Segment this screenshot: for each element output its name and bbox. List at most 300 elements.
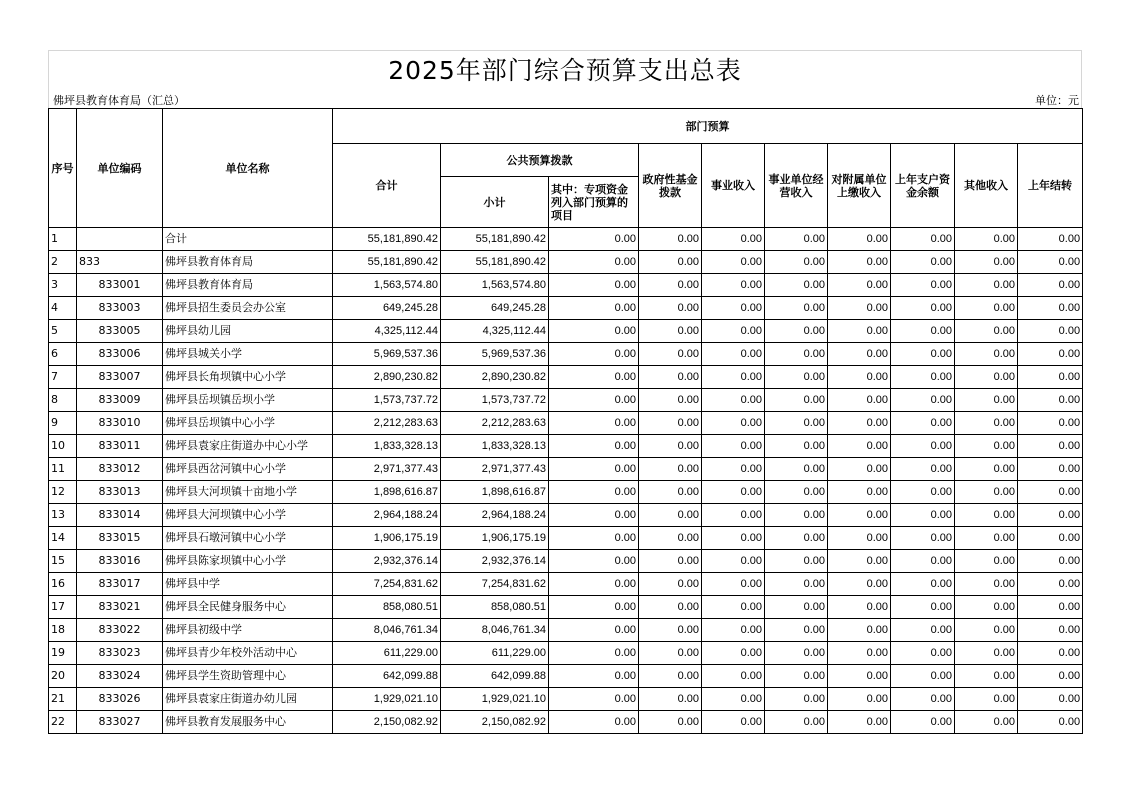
cell-name: 佛坪县大河坝镇中心小学: [163, 504, 333, 527]
cell-sub-unit: 0.00: [828, 665, 891, 688]
cell-subtotal: 1,906,175.19: [441, 527, 549, 550]
cell-prev-carry: 0.00: [1018, 343, 1083, 366]
cell-gov-fund: 0.00: [639, 596, 702, 619]
cell-seq: 2: [49, 251, 77, 274]
cell-gov-fund: 0.00: [639, 573, 702, 596]
table-row: [49, 274, 1083, 297]
cell-sub-unit: 0.00: [828, 573, 891, 596]
cell-code: 833014: [77, 504, 163, 527]
cell-other-income: 0.00: [955, 366, 1018, 389]
cell-sub-unit: 0.00: [828, 527, 891, 550]
cell-sub-unit: 0.00: [828, 389, 891, 412]
cell-sub-unit: 0.00: [828, 642, 891, 665]
cell-prev-carry: 0.00: [1018, 297, 1083, 320]
cell-name: 佛坪县石墩河镇中心小学: [163, 527, 333, 550]
header-seq: 序号: [49, 109, 77, 228]
sheet-title: 2025年部门综合预算支出总表: [48, 50, 1082, 91]
budget-table: [48, 108, 1083, 734]
table-row: [49, 251, 1083, 274]
cell-gov-fund: 0.00: [639, 297, 702, 320]
header-total: 合计: [333, 144, 441, 228]
table-row: [49, 366, 1083, 389]
cell-biz-income: 0.00: [702, 642, 765, 665]
table-body: [49, 228, 1083, 734]
cell-other-income: 0.00: [955, 596, 1018, 619]
cell-seq: 18: [49, 619, 77, 642]
cell-prev-balance: 0.00: [891, 458, 955, 481]
cell-special: 0.00: [549, 343, 639, 366]
cell-total: 858,080.51: [333, 596, 441, 619]
cell-special: 0.00: [549, 297, 639, 320]
cell-prev-balance: 0.00: [891, 366, 955, 389]
cell-subtotal: 858,080.51: [441, 596, 549, 619]
cell-code: 833006: [77, 343, 163, 366]
cell-prev-carry: 0.00: [1018, 228, 1083, 251]
cell-gov-fund: 0.00: [639, 642, 702, 665]
header-biz-oper: 事业单位经营收入: [765, 144, 828, 228]
header-biz-income: 事业收入: [702, 144, 765, 228]
cell-special: 0.00: [549, 504, 639, 527]
cell-sub-unit: 0.00: [828, 435, 891, 458]
table-row: [49, 320, 1083, 343]
cell-biz-income: 0.00: [702, 366, 765, 389]
cell-special: 0.00: [549, 573, 639, 596]
cell-biz-oper: 0.00: [765, 527, 828, 550]
cell-subtotal: 1,563,574.80: [441, 274, 549, 297]
cell-total: 2,964,188.24: [333, 504, 441, 527]
cell-gov-fund: 0.00: [639, 458, 702, 481]
cell-other-income: 0.00: [955, 274, 1018, 297]
cell-total: 611,229.00: [333, 642, 441, 665]
cell-special: 0.00: [549, 665, 639, 688]
cell-gov-fund: 0.00: [639, 251, 702, 274]
header-subtotal: 小计: [441, 177, 549, 228]
table-row: [49, 228, 1083, 251]
cell-gov-fund: 0.00: [639, 665, 702, 688]
table-row: [49, 527, 1083, 550]
cell-special: 0.00: [549, 688, 639, 711]
cell-seq: 5: [49, 320, 77, 343]
cell-prev-carry: 0.00: [1018, 688, 1083, 711]
cell-total: 8,046,761.34: [333, 619, 441, 642]
cell-sub-unit: 0.00: [828, 550, 891, 573]
cell-prev-balance: 0.00: [891, 596, 955, 619]
cell-gov-fund: 0.00: [639, 320, 702, 343]
header-dept-budget: 部门预算: [333, 109, 1083, 144]
cell-special: 0.00: [549, 458, 639, 481]
cell-biz-income: 0.00: [702, 550, 765, 573]
cell-seq: 22: [49, 711, 77, 734]
cell-total: 2,150,082.92: [333, 711, 441, 734]
cell-special: 0.00: [549, 642, 639, 665]
cell-name: 佛坪县袁家庄街道办幼儿园: [163, 688, 333, 711]
cell-total: 55,181,890.42: [333, 251, 441, 274]
cell-other-income: 0.00: [955, 343, 1018, 366]
header-name: 单位名称: [163, 109, 333, 228]
header-sub-unit: 对附属单位上缴收入: [828, 144, 891, 228]
cell-subtotal: 2,150,082.92: [441, 711, 549, 734]
cell-prev-balance: 0.00: [891, 274, 955, 297]
cell-special: 0.00: [549, 274, 639, 297]
cell-biz-income: 0.00: [702, 274, 765, 297]
cell-other-income: 0.00: [955, 412, 1018, 435]
cell-biz-income: 0.00: [702, 504, 765, 527]
cell-code: 833001: [77, 274, 163, 297]
table-row: [49, 550, 1083, 573]
cell-seq: 19: [49, 642, 77, 665]
cell-name: 佛坪县全民健身服务中心: [163, 596, 333, 619]
cell-name: 佛坪县招生委员会办公室: [163, 297, 333, 320]
cell-name: 佛坪县教育发展服务中心: [163, 711, 333, 734]
cell-prev-carry: 0.00: [1018, 550, 1083, 573]
header-prev-carry: 上年结转: [1018, 144, 1083, 228]
cell-biz-oper: 0.00: [765, 274, 828, 297]
cell-prev-balance: 0.00: [891, 389, 955, 412]
cell-biz-oper: 0.00: [765, 435, 828, 458]
cell-total: 55,181,890.42: [333, 228, 441, 251]
cell-special: 0.00: [549, 550, 639, 573]
sheet-meta: [48, 91, 1082, 108]
cell-total: 2,932,376.14: [333, 550, 441, 573]
cell-name: 佛坪县陈家坝镇中心小学: [163, 550, 333, 573]
cell-biz-oper: 0.00: [765, 320, 828, 343]
cell-seq: 17: [49, 596, 77, 619]
table-header: [49, 109, 1083, 228]
cell-code: 833013: [77, 481, 163, 504]
cell-prev-carry: 0.00: [1018, 458, 1083, 481]
header-public-budget: 公共预算拨款: [441, 144, 639, 177]
cell-name: 合计: [163, 228, 333, 251]
cell-gov-fund: 0.00: [639, 504, 702, 527]
cell-other-income: 0.00: [955, 228, 1018, 251]
cell-name: 佛坪县西岔河镇中心小学: [163, 458, 333, 481]
cell-total: 5,969,537.36: [333, 343, 441, 366]
table-row: [49, 711, 1083, 734]
cell-total: 2,971,377.43: [333, 458, 441, 481]
cell-prev-carry: 0.00: [1018, 619, 1083, 642]
cell-biz-income: 0.00: [702, 228, 765, 251]
cell-code: 833: [77, 251, 163, 274]
cell-total: 2,212,283.63: [333, 412, 441, 435]
cell-biz-income: 0.00: [702, 527, 765, 550]
cell-subtotal: 7,254,831.62: [441, 573, 549, 596]
cell-subtotal: 5,969,537.36: [441, 343, 549, 366]
header-code: 单位编码: [77, 109, 163, 228]
cell-biz-oper: 0.00: [765, 596, 828, 619]
cell-sub-unit: 0.00: [828, 596, 891, 619]
cell-other-income: 0.00: [955, 435, 1018, 458]
cell-total: 649,245.28: [333, 297, 441, 320]
cell-sub-unit: 0.00: [828, 412, 891, 435]
cell-prev-balance: 0.00: [891, 688, 955, 711]
cell-prev-balance: 0.00: [891, 665, 955, 688]
cell-biz-income: 0.00: [702, 435, 765, 458]
cell-code: 833021: [77, 596, 163, 619]
cell-prev-carry: 0.00: [1018, 389, 1083, 412]
cell-biz-oper: 0.00: [765, 573, 828, 596]
cell-gov-fund: 0.00: [639, 688, 702, 711]
cell-other-income: 0.00: [955, 320, 1018, 343]
cell-prev-balance: 0.00: [891, 550, 955, 573]
cell-prev-balance: 0.00: [891, 481, 955, 504]
cell-code: 833027: [77, 711, 163, 734]
cell-code: 833011: [77, 435, 163, 458]
cell-seq: 15: [49, 550, 77, 573]
cell-biz-income: 0.00: [702, 389, 765, 412]
cell-sub-unit: 0.00: [828, 228, 891, 251]
cell-prev-carry: 0.00: [1018, 481, 1083, 504]
cell-biz-oper: 0.00: [765, 688, 828, 711]
cell-subtotal: 1,833,328.13: [441, 435, 549, 458]
table-row: [49, 412, 1083, 435]
cell-biz-oper: 0.00: [765, 619, 828, 642]
cell-seq: 6: [49, 343, 77, 366]
header-prev-balance: 上年支户资金余额: [891, 144, 955, 228]
cell-sub-unit: 0.00: [828, 320, 891, 343]
table-row: [49, 435, 1083, 458]
cell-name: 佛坪县幼儿园: [163, 320, 333, 343]
cell-prev-balance: 0.00: [891, 573, 955, 596]
cell-prev-balance: 0.00: [891, 504, 955, 527]
cell-biz-oper: 0.00: [765, 642, 828, 665]
cell-biz-oper: 0.00: [765, 504, 828, 527]
cell-biz-income: 0.00: [702, 458, 765, 481]
cell-sub-unit: 0.00: [828, 688, 891, 711]
cell-other-income: 0.00: [955, 665, 1018, 688]
cell-sub-unit: 0.00: [828, 251, 891, 274]
cell-code: 833012: [77, 458, 163, 481]
cell-prev-carry: 0.00: [1018, 412, 1083, 435]
cell-total: 1,563,574.80: [333, 274, 441, 297]
cell-gov-fund: 0.00: [639, 711, 702, 734]
cell-biz-income: 0.00: [702, 481, 765, 504]
cell-special: 0.00: [549, 366, 639, 389]
cell-biz-oper: 0.00: [765, 481, 828, 504]
cell-prev-balance: 0.00: [891, 619, 955, 642]
cell-gov-fund: 0.00: [639, 619, 702, 642]
cell-total: 1,833,328.13: [333, 435, 441, 458]
cell-biz-income: 0.00: [702, 619, 765, 642]
table-row: [49, 665, 1083, 688]
cell-seq: 12: [49, 481, 77, 504]
cell-sub-unit: 0.00: [828, 619, 891, 642]
cell-seq: 3: [49, 274, 77, 297]
cell-prev-carry: 0.00: [1018, 665, 1083, 688]
cell-biz-income: 0.00: [702, 688, 765, 711]
cell-subtotal: 2,890,230.82: [441, 366, 549, 389]
cell-biz-oper: 0.00: [765, 366, 828, 389]
cell-seq: 11: [49, 458, 77, 481]
cell-gov-fund: 0.00: [639, 527, 702, 550]
cell-biz-oper: 0.00: [765, 412, 828, 435]
cell-code: 833015: [77, 527, 163, 550]
unit-org: 佛坪县教育体育局（汇总）: [53, 93, 185, 107]
cell-other-income: 0.00: [955, 389, 1018, 412]
cell-gov-fund: 0.00: [639, 481, 702, 504]
cell-special: 0.00: [549, 619, 639, 642]
cell-biz-income: 0.00: [702, 665, 765, 688]
cell-other-income: 0.00: [955, 527, 1018, 550]
table-row: [49, 642, 1083, 665]
cell-biz-income: 0.00: [702, 343, 765, 366]
unit-label: 单位：元: [1035, 93, 1079, 107]
table-row: [49, 573, 1083, 596]
header-other-income: 其他收入: [955, 144, 1018, 228]
cell-seq: 10: [49, 435, 77, 458]
cell-other-income: 0.00: [955, 711, 1018, 734]
cell-special: 0.00: [549, 435, 639, 458]
cell-subtotal: 1,573,737.72: [441, 389, 549, 412]
cell-name: 佛坪县教育体育局: [163, 251, 333, 274]
cell-sub-unit: 0.00: [828, 504, 891, 527]
cell-prev-balance: 0.00: [891, 412, 955, 435]
cell-gov-fund: 0.00: [639, 274, 702, 297]
cell-biz-oper: 0.00: [765, 711, 828, 734]
cell-prev-carry: 0.00: [1018, 596, 1083, 619]
cell-biz-income: 0.00: [702, 251, 765, 274]
cell-code: 833023: [77, 642, 163, 665]
cell-name: 佛坪县城关小学: [163, 343, 333, 366]
cell-biz-oper: 0.00: [765, 665, 828, 688]
cell-name: 佛坪县教育体育局: [163, 274, 333, 297]
cell-prev-carry: 0.00: [1018, 366, 1083, 389]
cell-biz-income: 0.00: [702, 711, 765, 734]
cell-biz-oper: 0.00: [765, 251, 828, 274]
cell-other-income: 0.00: [955, 642, 1018, 665]
cell-code: 833024: [77, 665, 163, 688]
cell-prev-balance: 0.00: [891, 642, 955, 665]
cell-sub-unit: 0.00: [828, 297, 891, 320]
cell-seq: 20: [49, 665, 77, 688]
cell-biz-oper: 0.00: [765, 343, 828, 366]
cell-gov-fund: 0.00: [639, 412, 702, 435]
table-row: [49, 458, 1083, 481]
cell-biz-income: 0.00: [702, 573, 765, 596]
cell-other-income: 0.00: [955, 297, 1018, 320]
cell-seq: 21: [49, 688, 77, 711]
cell-sub-unit: 0.00: [828, 711, 891, 734]
table-row: [49, 688, 1083, 711]
cell-subtotal: 2,964,188.24: [441, 504, 549, 527]
cell-seq: 9: [49, 412, 77, 435]
cell-biz-oper: 0.00: [765, 228, 828, 251]
cell-total: 642,099.88: [333, 665, 441, 688]
table-row: [49, 481, 1083, 504]
cell-biz-oper: 0.00: [765, 550, 828, 573]
table-row: [49, 619, 1083, 642]
cell-seq: 16: [49, 573, 77, 596]
cell-special: 0.00: [549, 251, 639, 274]
cell-gov-fund: 0.00: [639, 228, 702, 251]
cell-subtotal: 8,046,761.34: [441, 619, 549, 642]
cell-seq: 8: [49, 389, 77, 412]
cell-name: 佛坪县初级中学: [163, 619, 333, 642]
cell-total: 1,929,021.10: [333, 688, 441, 711]
cell-subtotal: 642,099.88: [441, 665, 549, 688]
cell-gov-fund: 0.00: [639, 550, 702, 573]
cell-total: 1,898,616.87: [333, 481, 441, 504]
cell-subtotal: 649,245.28: [441, 297, 549, 320]
cell-sub-unit: 0.00: [828, 274, 891, 297]
cell-biz-income: 0.00: [702, 297, 765, 320]
cell-biz-income: 0.00: [702, 596, 765, 619]
cell-special: 0.00: [549, 527, 639, 550]
cell-prev-carry: 0.00: [1018, 251, 1083, 274]
cell-seq: 7: [49, 366, 77, 389]
cell-total: 1,573,737.72: [333, 389, 441, 412]
cell-code: 833009: [77, 389, 163, 412]
cell-code: 833003: [77, 297, 163, 320]
cell-special: 0.00: [549, 320, 639, 343]
cell-code: 833017: [77, 573, 163, 596]
cell-prev-balance: 0.00: [891, 527, 955, 550]
cell-subtotal: 2,212,283.63: [441, 412, 549, 435]
cell-code: 833010: [77, 412, 163, 435]
table-row: [49, 297, 1083, 320]
cell-prev-balance: 0.00: [891, 343, 955, 366]
cell-special: 0.00: [549, 412, 639, 435]
table-row: [49, 389, 1083, 412]
cell-subtotal: 2,971,377.43: [441, 458, 549, 481]
cell-subtotal: 1,929,021.10: [441, 688, 549, 711]
cell-subtotal: 4,325,112.44: [441, 320, 549, 343]
cell-seq: 1: [49, 228, 77, 251]
cell-name: 佛坪县岳坝镇岳坝小学: [163, 389, 333, 412]
cell-special: 0.00: [549, 596, 639, 619]
cell-prev-carry: 0.00: [1018, 435, 1083, 458]
cell-prev-balance: 0.00: [891, 320, 955, 343]
cell-subtotal: 2,932,376.14: [441, 550, 549, 573]
cell-gov-fund: 0.00: [639, 389, 702, 412]
cell-total: 7,254,831.62: [333, 573, 441, 596]
cell-other-income: 0.00: [955, 550, 1018, 573]
cell-name: 佛坪县学生资助管理中心: [163, 665, 333, 688]
budget-sheet: [48, 50, 1082, 734]
cell-name: 佛坪县中学: [163, 573, 333, 596]
table-row: [49, 596, 1083, 619]
cell-biz-oper: 0.00: [765, 297, 828, 320]
cell-special: 0.00: [549, 389, 639, 412]
cell-prev-balance: 0.00: [891, 228, 955, 251]
cell-name: 佛坪县大河坝镇十亩地小学: [163, 481, 333, 504]
cell-special: 0.00: [549, 228, 639, 251]
cell-name: 佛坪县长角坝镇中心小学: [163, 366, 333, 389]
cell-biz-oper: 0.00: [765, 389, 828, 412]
cell-code: [77, 228, 163, 251]
cell-other-income: 0.00: [955, 504, 1018, 527]
cell-biz-income: 0.00: [702, 412, 765, 435]
cell-other-income: 0.00: [955, 458, 1018, 481]
cell-code: 833022: [77, 619, 163, 642]
cell-other-income: 0.00: [955, 688, 1018, 711]
cell-prev-carry: 0.00: [1018, 274, 1083, 297]
cell-name: 佛坪县岳坝镇中心小学: [163, 412, 333, 435]
cell-other-income: 0.00: [955, 619, 1018, 642]
cell-seq: 13: [49, 504, 77, 527]
cell-gov-fund: 0.00: [639, 435, 702, 458]
cell-prev-carry: 0.00: [1018, 573, 1083, 596]
header-special: 其中：专项资金列入部门预算的项目: [549, 177, 639, 228]
cell-code: 833016: [77, 550, 163, 573]
cell-code: 833005: [77, 320, 163, 343]
cell-code: 833026: [77, 688, 163, 711]
cell-sub-unit: 0.00: [828, 458, 891, 481]
cell-gov-fund: 0.00: [639, 343, 702, 366]
cell-biz-income: 0.00: [702, 320, 765, 343]
cell-special: 0.00: [549, 711, 639, 734]
cell-other-income: 0.00: [955, 573, 1018, 596]
cell-name: 佛坪县青少年校外活动中心: [163, 642, 333, 665]
